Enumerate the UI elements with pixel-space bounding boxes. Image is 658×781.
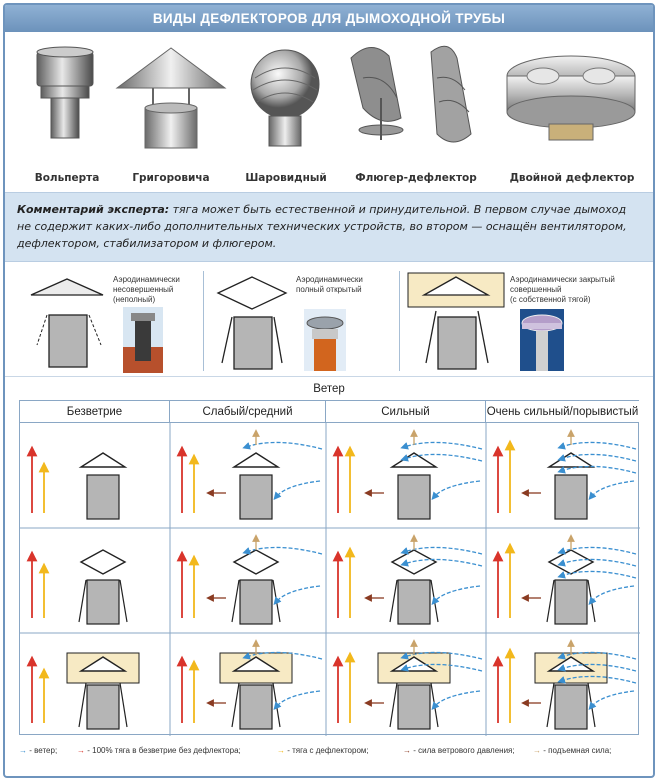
deflector-pipe: [240, 685, 272, 729]
expert-comment: [5, 192, 653, 262]
comment-text: тяга может быть естественной и принудительной. В первом случае дымоход не содержит каких-либо дополнительных технических устройств, во втором — оснащён вентилятором, дефлектором, стабилизатором и флюгером.: [17, 203, 627, 250]
deflector-pipe: [398, 685, 430, 729]
open-deflector-photo: [304, 309, 346, 371]
wind-arrow: [591, 691, 634, 707]
weathervane-deflector-icon: [341, 38, 491, 158]
legend-brown: → - сила ветрового давления;: [403, 746, 515, 755]
legend-red: → - 100% тяга в безветрие без дефлектора;: [77, 746, 241, 755]
deflector-pipe: [555, 580, 587, 624]
wind-arrow: [276, 481, 320, 497]
wind-arrow: [561, 442, 636, 449]
deflector-pipe: [87, 580, 119, 624]
deflector-cap: [234, 550, 278, 574]
wind-arrow: [404, 442, 482, 449]
product-label: Двойной дефлектор: [509, 172, 635, 184]
deflector-cap: [234, 453, 278, 467]
tan-arrow-icon: →: [533, 746, 541, 755]
deflector-skirt: [390, 683, 397, 727]
product-label: Григоровича: [132, 172, 210, 184]
wind-arrow: [434, 691, 480, 707]
double-deflector-icon: [491, 38, 653, 158]
type-open: [204, 265, 399, 377]
type-caption: Аэродинамически закрытый совершенный (с собственной тягой): [510, 275, 615, 304]
deflector-pipe: [555, 685, 587, 729]
deflector-pipe: [398, 580, 430, 624]
deflector-skirt: [232, 683, 239, 727]
incomplete-deflector-diagram: [17, 265, 117, 377]
page-title: ВИДЫ ДЕФЛЕКТОРОВ ДЛЯ ДЫМОХОДНОЙ ТРУБЫ: [5, 5, 653, 32]
deflector-skirt: [79, 580, 86, 622]
wind-arrow: [434, 586, 480, 602]
legend-yellow: → - тяга с дефлектором;: [277, 746, 369, 755]
volpert-deflector-icon: [11, 38, 123, 158]
product-volpert: [11, 32, 123, 192]
red-arrow-icon: →: [77, 746, 85, 755]
deflector-skirt: [547, 580, 554, 622]
wind-arrow: [276, 691, 320, 707]
deflector-pipe: [240, 580, 272, 624]
type-caption: Аэродинамически полный открытый: [296, 275, 363, 294]
brown-arrow-icon: →: [403, 746, 411, 755]
product-weathervane: [341, 32, 491, 192]
deflector-pipe: [87, 685, 119, 729]
yellow-arrow-icon: →: [277, 746, 285, 755]
deflector-pipe: [87, 475, 119, 519]
product-label: Флюгер-дефлектор: [355, 172, 477, 184]
grigorovich-deflector-icon: [111, 38, 231, 158]
products-row: [5, 32, 653, 192]
deflector-pipe: [398, 475, 430, 519]
deflector-skirt: [232, 580, 239, 622]
closed-deflector-photo: [520, 309, 564, 371]
deflector-skirt: [273, 580, 280, 622]
product-label: Вольперта: [34, 172, 100, 184]
incomplete-deflector-photo: [123, 307, 163, 373]
matrix-diagrams: [20, 423, 640, 736]
wind-header: Ветер: [313, 383, 345, 395]
deflector-cap: [392, 453, 436, 467]
deflector-cap: [549, 550, 593, 574]
type-caption: Аэродинамически несовершенный (неполный): [113, 275, 180, 304]
infographic-frame: [3, 3, 655, 778]
wind-matrix: [19, 400, 639, 735]
open-deflector-diagram: [208, 265, 308, 377]
deflector-skirt: [79, 683, 86, 727]
legend: [19, 743, 639, 759]
deflector-pipe: [555, 475, 587, 519]
deflector-cap: [81, 453, 125, 467]
closed-deflector-diagram: [404, 265, 512, 377]
deflector-types-row: [5, 265, 653, 377]
deflector-pipe: [240, 475, 272, 519]
deflector-skirt: [588, 683, 595, 727]
column-header: Безветрие: [20, 401, 170, 423]
column-header: Сильный: [326, 401, 486, 423]
wind-arrow: [591, 481, 634, 497]
wind-arrow: [246, 442, 322, 449]
legend-wind: → - ветер;: [19, 746, 58, 755]
deflector-skirt: [547, 683, 554, 727]
column-header: Слабый/средний: [170, 401, 326, 423]
product-label: Шаровидный: [245, 172, 327, 184]
type-incomplete: [5, 265, 203, 377]
deflector-skirt: [120, 580, 127, 622]
wind-arrow: [276, 586, 320, 602]
product-double: [491, 32, 653, 192]
deflector-cap: [81, 550, 125, 574]
legend-tan: → - подъемная сила;: [533, 746, 612, 755]
wind-arrow-icon: →: [19, 746, 27, 755]
product-grigorovich: [111, 32, 231, 192]
wind-arrow: [434, 481, 480, 497]
deflector-skirt: [390, 580, 397, 622]
spherical-deflector-icon: [231, 38, 341, 158]
type-closed: [400, 265, 653, 377]
wind-arrow: [591, 586, 634, 602]
product-spherical: [231, 32, 341, 192]
deflector-skirt: [120, 683, 127, 727]
column-header: Очень сильный/порывистый: [486, 401, 639, 423]
comment-lead: Комментарий эксперта:: [17, 203, 170, 216]
deflector-skirt: [273, 683, 280, 727]
deflector-skirt: [431, 683, 438, 727]
